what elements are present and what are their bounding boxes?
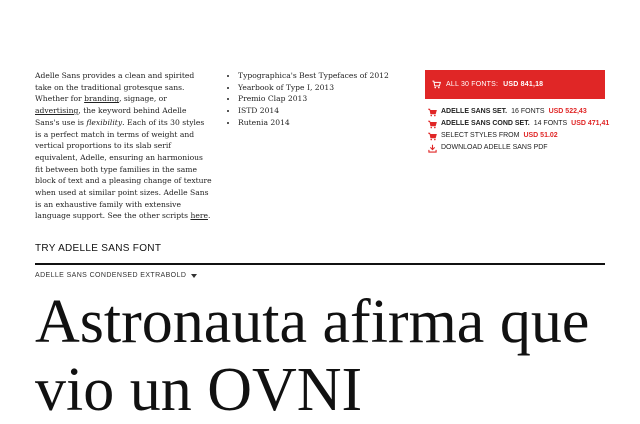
option-price: USD 471,41	[571, 120, 610, 127]
cart-icon	[428, 108, 437, 117]
buy-all-fonts-button[interactable]	[425, 70, 605, 99]
option-name: ADELLE SANS SET.	[441, 108, 508, 115]
description-text: . Each of its 30 styles is a perfect match in terms of weight and vertical proportions to its slab serif equivalent, Adelle, ensuring an harmonious fit between both type families in the same block of text and a pleasing change of texture when used at similar point sizes. Adelle Sans is an exhaustive family with extensive language support. See the other scripts	[35, 117, 212, 221]
font-style-dropdown[interactable]	[35, 272, 197, 279]
description-emphasis: flexibility	[86, 117, 123, 127]
download-pdf-link[interactable]	[428, 142, 609, 154]
option-price: USD 522,43	[548, 108, 587, 115]
award-item: • Premio Clap 2013	[238, 93, 389, 105]
scripts-here-link[interactable]: here	[190, 211, 208, 221]
font-sample-text[interactable]: Astronauta afirma que vio un OVNI	[35, 288, 590, 424]
cart-icon	[432, 80, 441, 89]
description-text: , signage, or	[119, 94, 167, 104]
option-name: ADELLE SANS COND SET.	[441, 120, 530, 127]
buy-all-label: ALL 30 FONTS:	[446, 81, 499, 88]
option-text: SELECT STYLES FROM	[441, 132, 520, 139]
option-count: 14 FONTS	[533, 120, 568, 127]
cart-icon	[428, 120, 437, 129]
branding-link[interactable]: branding	[84, 94, 120, 104]
try-font-heading: TRY ADELLE SANS FONT	[35, 243, 162, 254]
award-item: • Yearbook of Type I, 2013	[238, 82, 389, 94]
option-text: DOWNLOAD ADELLE SANS PDF	[441, 144, 548, 151]
divider	[35, 263, 605, 265]
description-text: , the keyword behind Adelle Sans's use is	[35, 106, 187, 127]
award-item: • ISTD 2014	[238, 105, 389, 117]
font-description	[35, 70, 213, 222]
awards-list	[228, 70, 389, 129]
select-styles-link[interactable]	[428, 130, 609, 142]
buy-adelle-sans-set[interactable]	[428, 106, 609, 118]
award-item: • Rutenia 2014	[238, 117, 389, 129]
buy-all-price: USD 841,18	[503, 81, 544, 88]
description-text: .	[207, 211, 211, 221]
cart-icon	[428, 132, 437, 141]
download-icon	[428, 144, 437, 153]
option-count: 16 FONTS	[511, 108, 545, 115]
selected-style: ADELLE SANS CONDENSED EXTRABOLD	[35, 272, 187, 279]
caret-down-icon	[191, 274, 197, 278]
option-price: USD 51.02	[523, 132, 558, 139]
award-item: • Typographica's Best Typefaces of 2012	[238, 70, 389, 82]
purchase-options	[428, 106, 609, 154]
description-text: Adelle Sans provides a clean and spirited take on the traditional grotesque sans. Whether for	[35, 71, 195, 104]
advertising-link[interactable]: advertising	[35, 106, 79, 116]
buy-adelle-sans-cond-set[interactable]	[428, 118, 609, 130]
